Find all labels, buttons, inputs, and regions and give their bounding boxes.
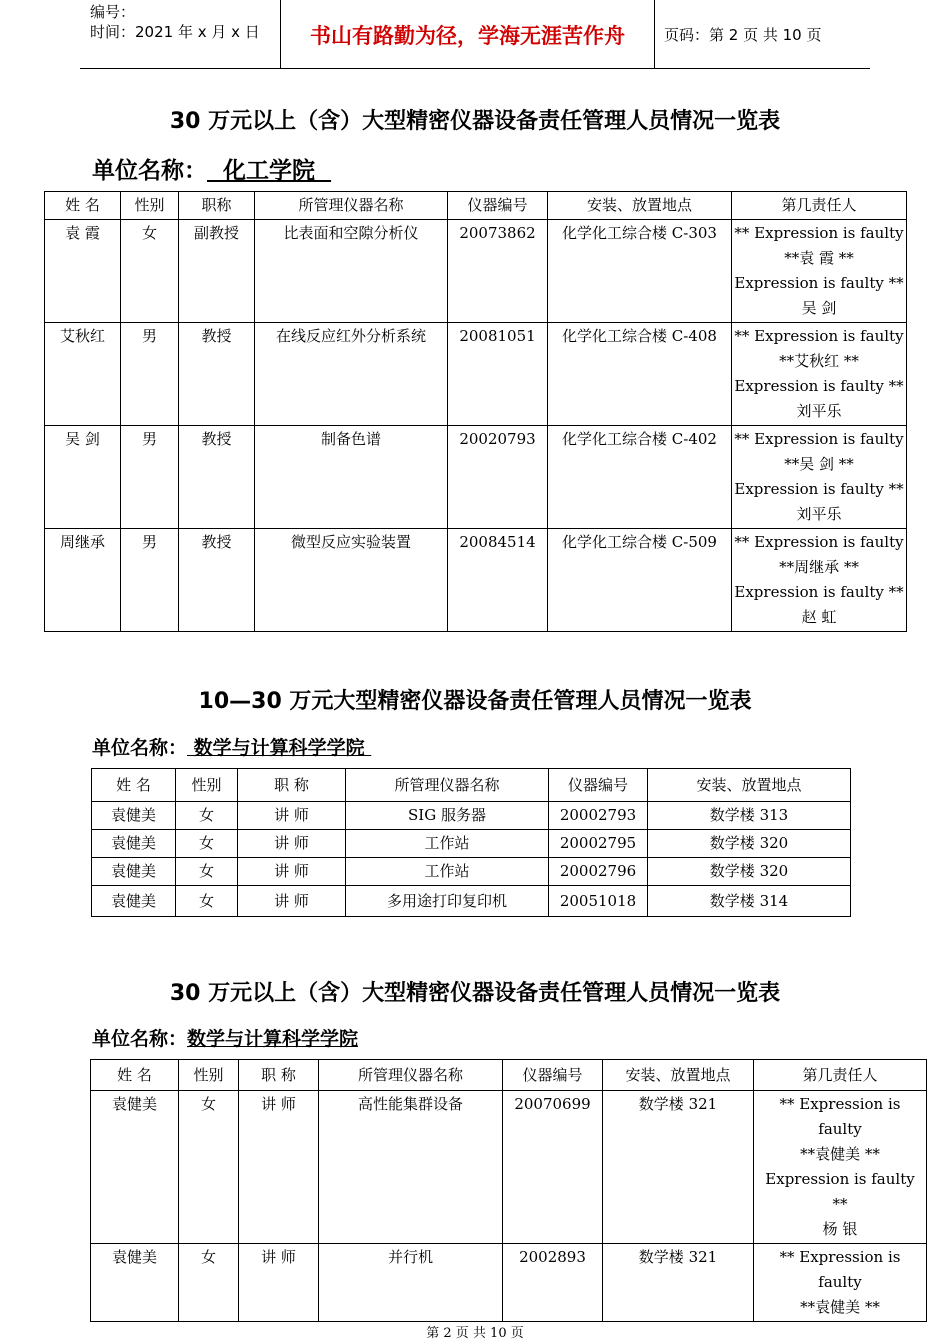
responsible-line: Expression is faulty ** bbox=[734, 583, 904, 601]
responsible-line: Expression is faulty ** bbox=[734, 480, 904, 498]
section2-table bbox=[91, 768, 851, 917]
table-cell: 数学楼 320 bbox=[648, 830, 851, 858]
responsible-cell bbox=[732, 220, 907, 323]
table-cell: 在线反应红外分析系统 bbox=[255, 323, 448, 426]
responsible-line: **袁健美 ** bbox=[800, 1145, 880, 1163]
responsible-line: 吴 剑 bbox=[801, 299, 837, 317]
header-motto: 书山有路勤为径，学海无涯苦作舟 bbox=[310, 24, 625, 48]
table-cell: 并行机 bbox=[319, 1244, 503, 1322]
table-cell: 数学楼 313 bbox=[648, 802, 851, 830]
table-cell: 教授 bbox=[179, 426, 255, 529]
table-cell: 职 称 bbox=[239, 1060, 319, 1091]
table-cell: 讲 师 bbox=[239, 1244, 319, 1322]
table-cell: 高性能集群设备 bbox=[319, 1091, 503, 1244]
table-cell: 袁 霞 bbox=[45, 220, 121, 323]
header-meta bbox=[90, 2, 260, 42]
table-row bbox=[92, 830, 851, 858]
table-cell: 安装、放置地点 bbox=[603, 1060, 754, 1091]
table-cell: 多用途打印复印机 bbox=[346, 886, 549, 917]
table-cell: 姓 名 bbox=[45, 192, 121, 220]
table-row bbox=[91, 1091, 927, 1244]
section1-unit bbox=[92, 152, 331, 185]
table-cell: 教授 bbox=[179, 529, 255, 632]
unit-value: 数学与计算科学学院 bbox=[187, 1028, 359, 1050]
table-cell: 20002795 bbox=[549, 830, 648, 858]
table-cell: 20073862 bbox=[448, 220, 548, 323]
table-cell: 讲 师 bbox=[238, 830, 346, 858]
table-row bbox=[92, 802, 851, 830]
table-cell: 工作站 bbox=[346, 830, 549, 858]
table-cell: 女 bbox=[176, 802, 238, 830]
table-cell: 姓 名 bbox=[91, 1060, 179, 1091]
table-header-row bbox=[92, 769, 851, 802]
responsible-line: ** Expression is faulty bbox=[734, 224, 904, 242]
page-footer: 第 2 页 共 10 页 bbox=[426, 1326, 524, 1341]
table-cell: 男 bbox=[121, 323, 179, 426]
table-cell: 所管理仪器名称 bbox=[319, 1060, 503, 1091]
section1-table bbox=[44, 191, 907, 632]
table-cell: 数学楼 314 bbox=[648, 886, 851, 917]
responsible-line: ** Expression is faulty bbox=[734, 533, 904, 551]
table-cell: 仪器编号 bbox=[448, 192, 548, 220]
table-cell: 第几责任人 bbox=[732, 192, 907, 220]
table-cell: 讲 师 bbox=[238, 858, 346, 886]
responsible-cell bbox=[732, 323, 907, 426]
table-cell: 仪器编号 bbox=[549, 769, 648, 802]
table-cell: 女 bbox=[176, 886, 238, 917]
responsible-cell bbox=[754, 1244, 927, 1322]
responsible-line: **袁 霞 ** bbox=[784, 249, 854, 267]
table-cell: 副教授 bbox=[179, 220, 255, 323]
table-cell: 化学化工综合楼 C-303 bbox=[548, 220, 732, 323]
table-cell: 微型反应实验装置 bbox=[255, 529, 448, 632]
table-cell: 周继承 bbox=[45, 529, 121, 632]
responsible-line: Expression is faulty ** bbox=[734, 377, 904, 395]
table-row bbox=[45, 426, 907, 529]
table-cell: 比表面和空隙分析仪 bbox=[255, 220, 448, 323]
table-cell: 袁健美 bbox=[92, 886, 176, 917]
table-cell: 性别 bbox=[176, 769, 238, 802]
unit-label: 单位名称： bbox=[92, 737, 188, 759]
table-cell: 性别 bbox=[121, 192, 179, 220]
section1-title: 30 万元以上（含）大型精密仪器设备责任管理人员情况一览表 bbox=[169, 109, 781, 134]
responsible-line: 刘平乐 bbox=[796, 505, 842, 523]
table-cell: 讲 师 bbox=[238, 886, 346, 917]
table-cell: 男 bbox=[121, 529, 179, 632]
unit-label: 单位名称： bbox=[92, 1028, 188, 1050]
table-cell: 化学化工综合楼 C-402 bbox=[548, 426, 732, 529]
responsible-line: ** Expression is faulty bbox=[734, 430, 904, 448]
table-cell: 姓 名 bbox=[92, 769, 176, 802]
table-cell: 2002893 bbox=[503, 1244, 603, 1322]
unit-label: 单位名称： bbox=[92, 158, 207, 184]
unit-value: 化工学院 bbox=[207, 158, 332, 184]
responsible-line: Expression is faulty ** bbox=[765, 1170, 915, 1213]
table-cell: 吴 剑 bbox=[45, 426, 121, 529]
table-cell: 性别 bbox=[179, 1060, 239, 1091]
responsible-cell bbox=[732, 426, 907, 529]
responsible-line: **周继承 ** bbox=[779, 558, 859, 576]
table-cell: 讲 师 bbox=[238, 802, 346, 830]
table-cell: 20081051 bbox=[448, 323, 548, 426]
table-cell: 20070699 bbox=[503, 1091, 603, 1244]
page-header bbox=[80, 0, 870, 69]
table-row bbox=[91, 1244, 927, 1322]
responsible-line: 赵 虹 bbox=[801, 608, 837, 626]
responsible-line: Expression is faulty ** bbox=[734, 274, 904, 292]
table-cell: 男 bbox=[121, 426, 179, 529]
responsible-line: **吴 剑 ** bbox=[784, 455, 854, 473]
section2-unit bbox=[92, 733, 371, 760]
table-row bbox=[45, 220, 907, 323]
table-cell: 第几责任人 bbox=[754, 1060, 927, 1091]
table-cell: 讲 师 bbox=[239, 1091, 319, 1244]
table-cell: 安装、放置地点 bbox=[648, 769, 851, 802]
table-cell: 20002796 bbox=[549, 858, 648, 886]
table-cell: 艾秋红 bbox=[45, 323, 121, 426]
table-cell: 所管理仪器名称 bbox=[346, 769, 549, 802]
table-cell: 袁健美 bbox=[92, 858, 176, 886]
table-cell: 化学化工综合楼 C-408 bbox=[548, 323, 732, 426]
table-header-row bbox=[91, 1060, 927, 1091]
table-cell: 数学楼 320 bbox=[648, 858, 851, 886]
table-cell: 所管理仪器名称 bbox=[255, 192, 448, 220]
table-cell: 仪器编号 bbox=[503, 1060, 603, 1091]
table-row bbox=[92, 886, 851, 917]
table-row bbox=[92, 858, 851, 886]
responsible-line: 杨 银 bbox=[822, 1220, 858, 1238]
table-cell: 袁健美 bbox=[91, 1091, 179, 1244]
table-cell: 化学化工综合楼 C-509 bbox=[548, 529, 732, 632]
table-cell: 20020793 bbox=[448, 426, 548, 529]
responsible-line: ** Expression is faulty bbox=[779, 1095, 901, 1138]
responsible-line: **艾秋红 ** bbox=[779, 352, 859, 370]
table-row bbox=[45, 323, 907, 426]
section3-table bbox=[90, 1059, 927, 1322]
header-divider bbox=[654, 0, 655, 68]
table-cell: 工作站 bbox=[346, 858, 549, 886]
table-cell: 职称 bbox=[179, 192, 255, 220]
header-page-info: 页码：第 2 页 共 10 页 bbox=[664, 26, 822, 44]
unit-value: 数学与计算科学学院 bbox=[187, 737, 372, 759]
table-cell: 数学楼 321 bbox=[603, 1244, 754, 1322]
table-cell: 数学楼 321 bbox=[603, 1091, 754, 1244]
table-cell: 女 bbox=[179, 1091, 239, 1244]
table-header-row bbox=[45, 192, 907, 220]
section3-unit bbox=[92, 1024, 358, 1051]
table-cell: 20002793 bbox=[549, 802, 648, 830]
responsible-line: ** Expression is faulty bbox=[779, 1248, 901, 1291]
table-cell: 袁健美 bbox=[91, 1244, 179, 1322]
table-cell: 制备色谱 bbox=[255, 426, 448, 529]
table-cell: 20084514 bbox=[448, 529, 548, 632]
table-cell: 袁健美 bbox=[92, 802, 176, 830]
table-cell: 袁健美 bbox=[92, 830, 176, 858]
section3-title: 30 万元以上（含）大型精密仪器设备责任管理人员情况一览表 bbox=[169, 981, 781, 1006]
table-cell: 教授 bbox=[179, 323, 255, 426]
table-cell: 女 bbox=[179, 1244, 239, 1322]
table-cell: 职 称 bbox=[238, 769, 346, 802]
responsible-cell bbox=[754, 1091, 927, 1244]
table-cell: 安装、放置地点 bbox=[548, 192, 732, 220]
table-row bbox=[45, 529, 907, 632]
responsible-line: **袁健美 ** bbox=[800, 1298, 880, 1316]
section2-title: 10—30 万元大型精密仪器设备责任管理人员情况一览表 bbox=[198, 689, 752, 714]
table-cell: 女 bbox=[176, 830, 238, 858]
doc-date: 时间：2021 年 x 月 x 日 bbox=[90, 23, 260, 41]
responsible-line: ** Expression is faulty bbox=[734, 327, 904, 345]
responsible-cell bbox=[732, 529, 907, 632]
responsible-line: 刘平乐 bbox=[796, 402, 842, 420]
doc-number: 编号： bbox=[90, 3, 136, 21]
table-cell: 女 bbox=[176, 858, 238, 886]
table-cell: 20051018 bbox=[549, 886, 648, 917]
table-cell: 女 bbox=[121, 220, 179, 323]
table-cell: SIG 服务器 bbox=[346, 802, 549, 830]
